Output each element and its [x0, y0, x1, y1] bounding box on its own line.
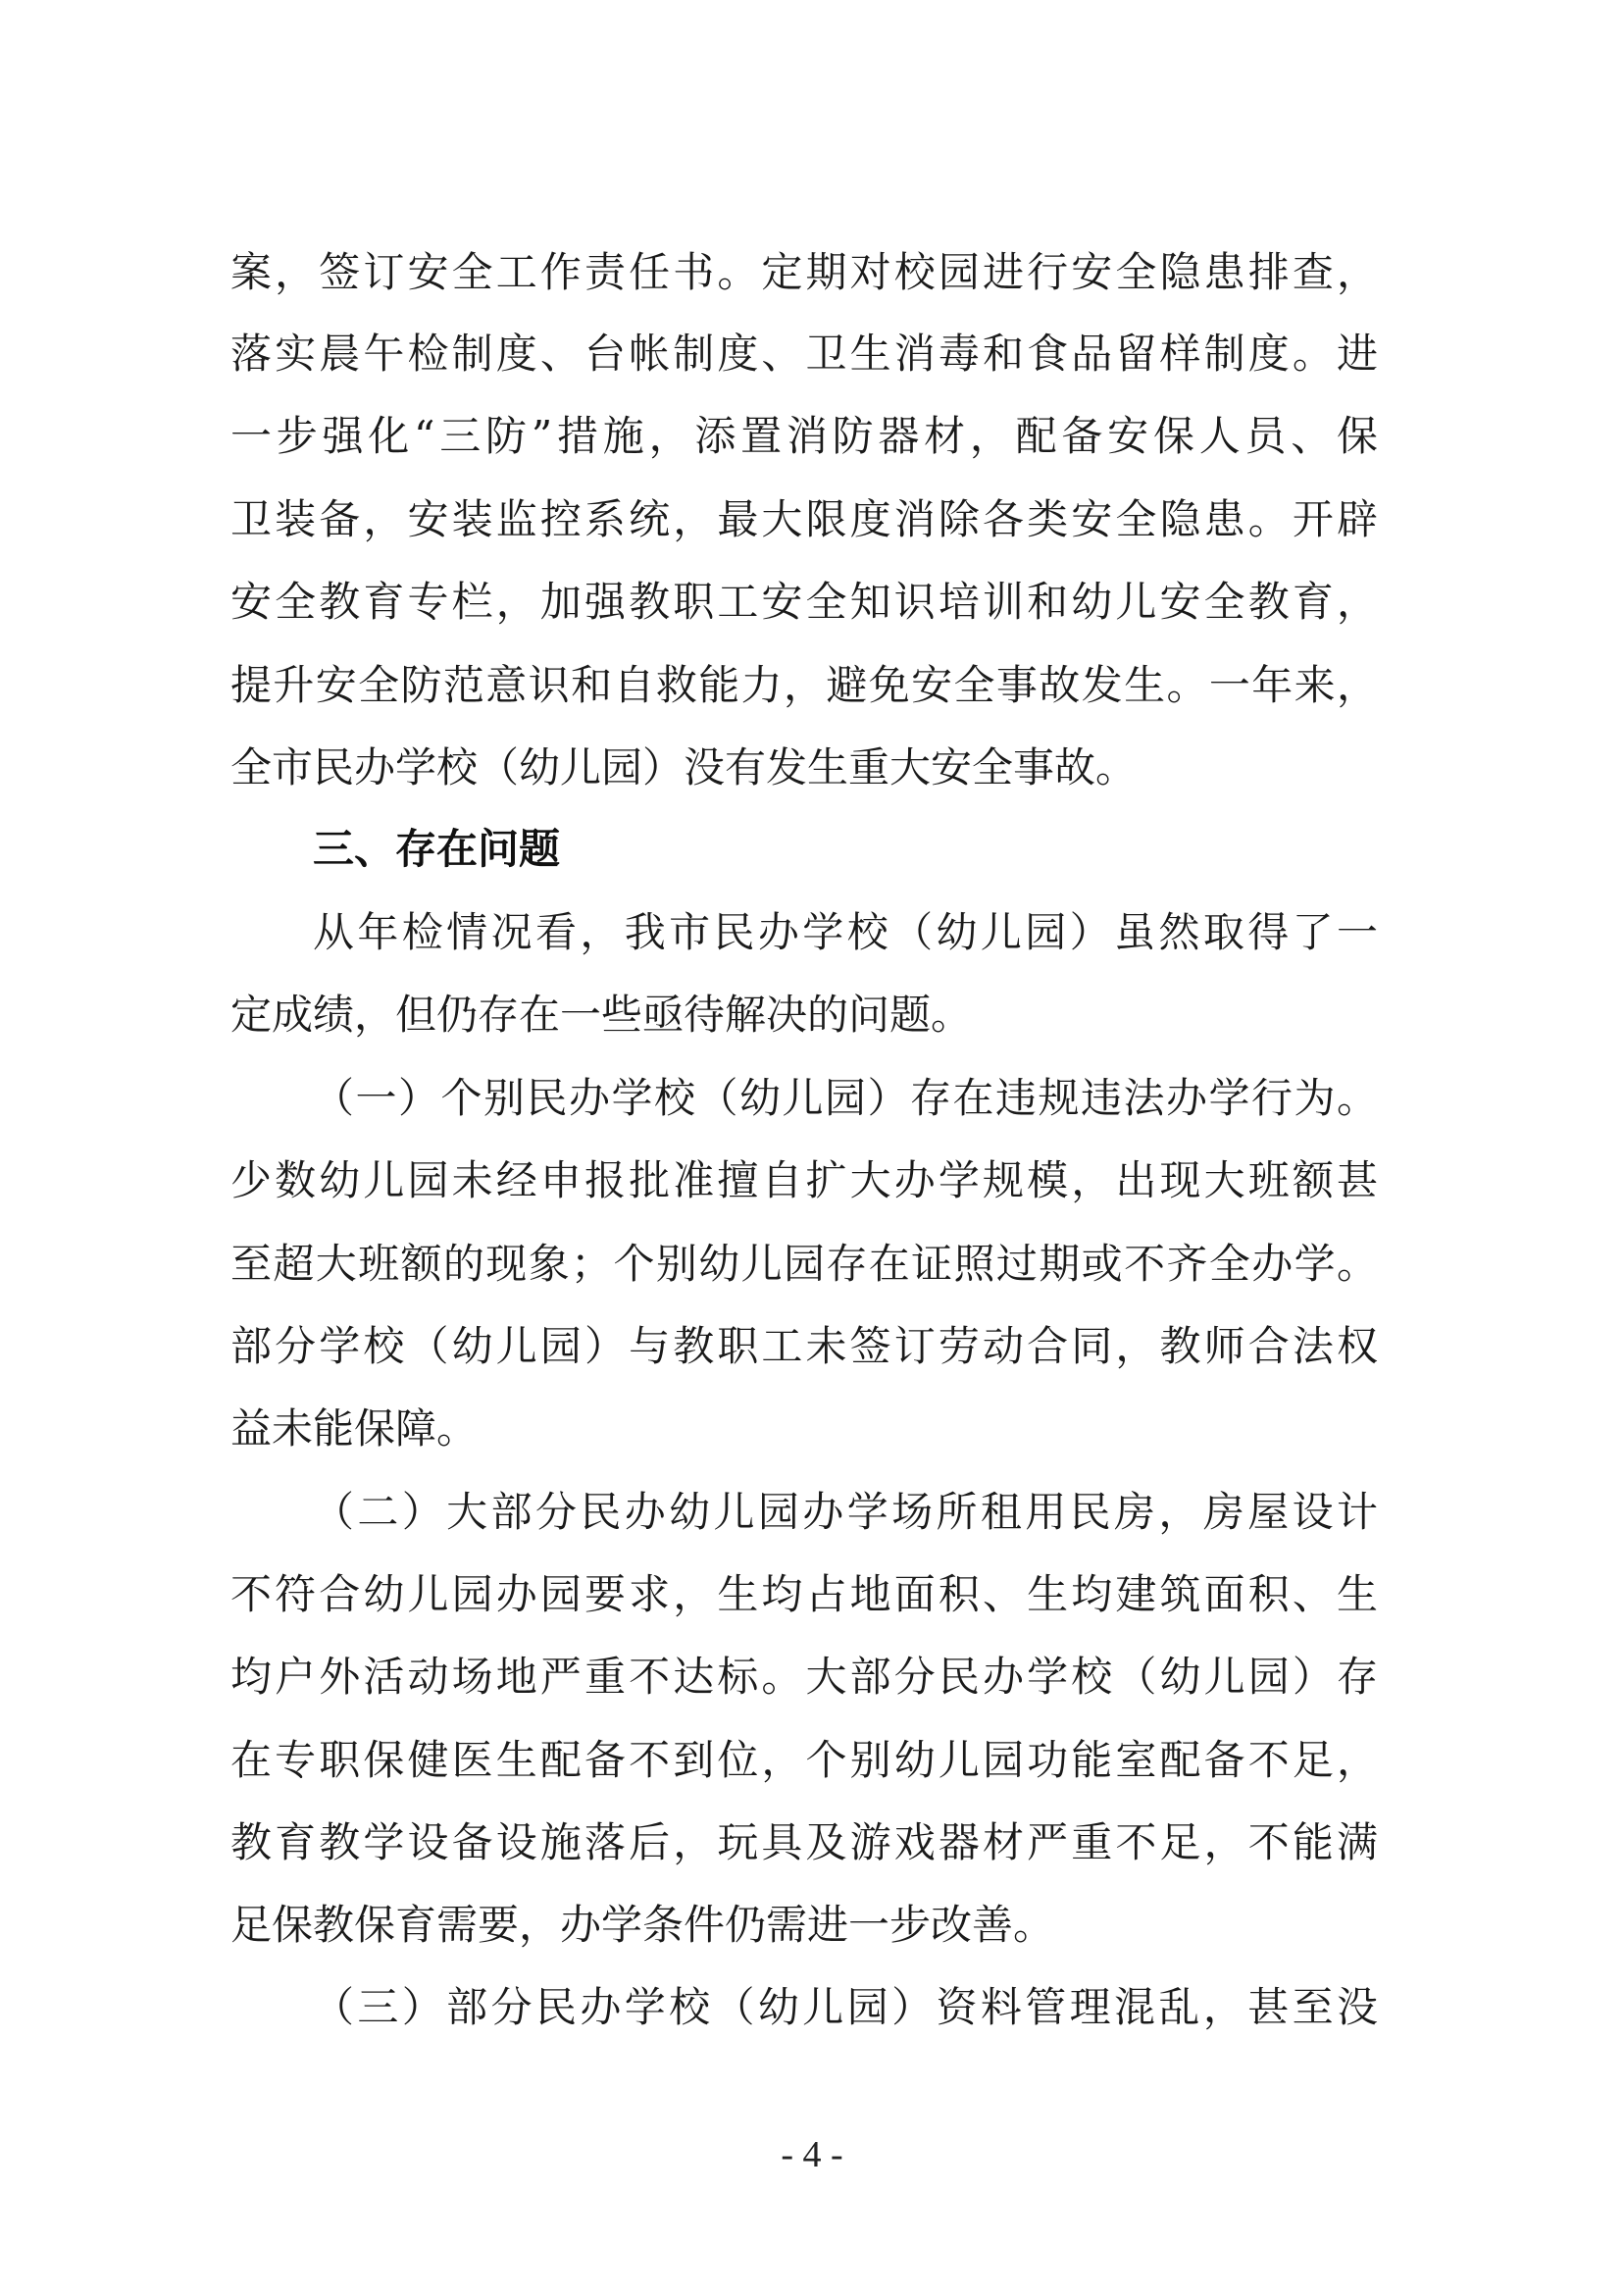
- text-line: （一）个别民办学校（幼儿园）存在违规违法办学行为。: [313, 1074, 1378, 1122]
- text-line: 案，签订安全工作责任书。定期对校园进行安全隐患排查，: [230, 248, 1378, 296]
- text-line: 卫装备，安装监控系统，最大限度消除各类安全隐患。开辟: [230, 495, 1378, 543]
- text-line: 至超大班额的现象；个别幼儿园存在证照过期或不齐全办学。: [230, 1240, 1378, 1288]
- text-line: 安全教育专栏，加强教职工安全知识培训和幼儿安全教育，: [230, 578, 1378, 626]
- text-line: 提升安全防范意识和自救能力，避免安全事故发生。一年来，: [230, 661, 1378, 709]
- text-line: （二）大部分民办幼儿园办学场所租用民房，房屋设计: [313, 1488, 1378, 1536]
- text-line: 不符合幼儿园办园要求，生均占地面积、生均建筑面积、生: [230, 1570, 1378, 1618]
- text-line: 少数幼儿园未经申报批准擅自扩大办学规模，出现大班额甚: [230, 1156, 1378, 1204]
- text-line: 益未能保障。: [230, 1404, 479, 1453]
- text-line: 在专职保健医生配备不到位，个别幼儿园功能室配备不足，: [230, 1736, 1378, 1784]
- text-line: 全市民办学校（幼儿园）没有发生重大安全事故。: [230, 743, 1138, 791]
- text-line: 一步强化“三防”措施，添置消防器材，配备安保人员、保: [230, 412, 1378, 460]
- text-line: 从年检情况看，我市民办学校（幼儿园）虽然取得了一: [313, 908, 1378, 956]
- page-number: - 4 -: [781, 2134, 843, 2175]
- text-line: 足保教保育需要，办学条件仍需进一步改善。: [230, 1901, 1055, 1949]
- section-heading: 三、存在问题: [313, 825, 561, 873]
- text-line: （三）部分民办学校（幼儿园）资料管理混乱，甚至没: [313, 1983, 1378, 2031]
- text-line: 教育教学设备设施落后，玩具及游戏器材严重不足，不能满: [230, 1818, 1378, 1866]
- text-line: 均户外活动场地严重不达标。大部分民办学校（幼儿园）存: [230, 1653, 1378, 1701]
- text-line: 落实晨午检制度、台帐制度、卫生消毒和食品留样制度。进: [230, 330, 1378, 378]
- text-line: 定成绩，但仍存在一些亟待解决的问题。: [230, 991, 973, 1039]
- text-line: 部分学校（幼儿园）与教职工未签订劳动合同，教师合法权: [230, 1322, 1378, 1370]
